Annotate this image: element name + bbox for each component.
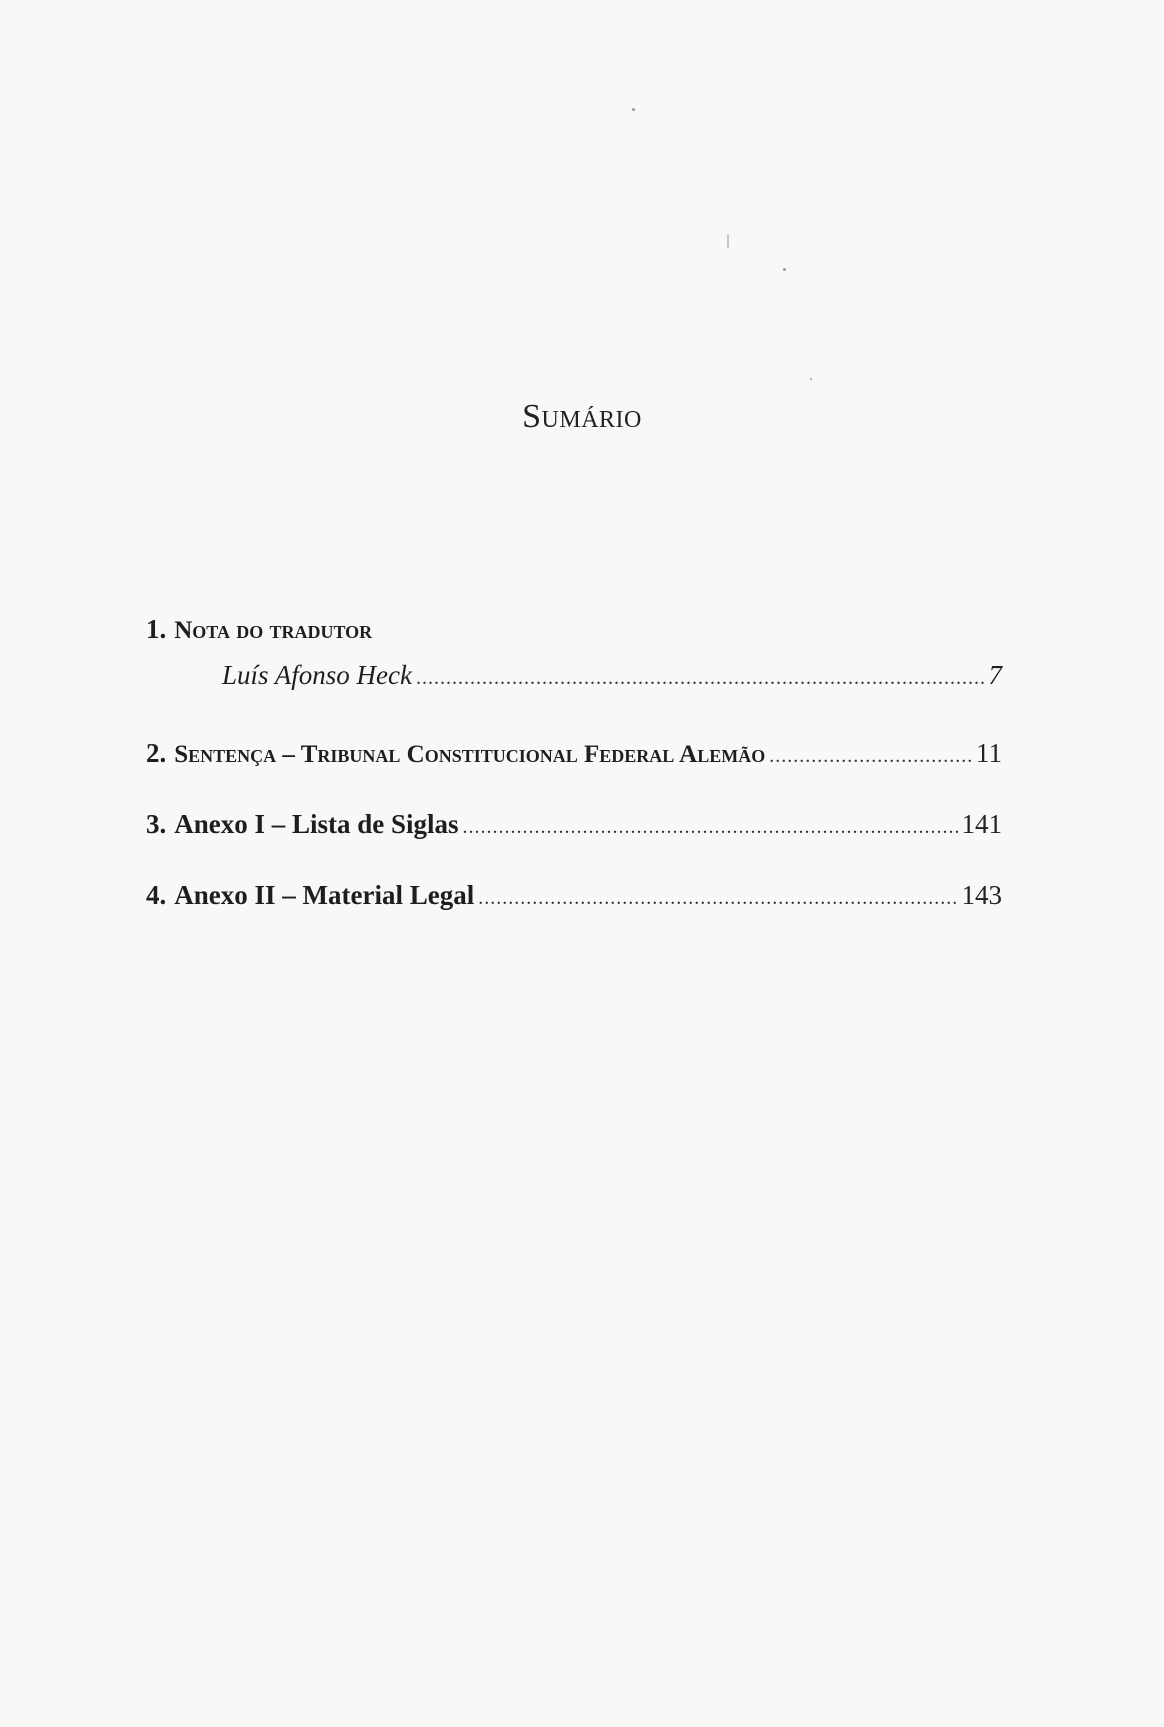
toc-entry-heading-row xyxy=(146,612,1002,648)
toc-entry-page: 143 xyxy=(961,880,1002,910)
paper-speck xyxy=(783,268,786,271)
toc-entry xyxy=(146,807,1002,844)
toc-entry-heading: Nota do tradutor xyxy=(174,617,373,644)
toc-entry xyxy=(146,878,1002,915)
toc-entry-row xyxy=(146,878,1002,915)
dot-leader xyxy=(478,881,957,915)
toc-entry-number: 1. xyxy=(146,614,167,644)
toc-entry-heading: Anexo I – Lista de Siglas xyxy=(174,809,459,839)
toc-entry-number: 2. xyxy=(146,738,167,768)
toc-entry-page: 7 xyxy=(988,660,1002,690)
toc-entry xyxy=(146,736,1002,773)
toc-entry-row xyxy=(146,736,1002,773)
dot-leader xyxy=(463,810,958,844)
toc-entry xyxy=(146,612,1002,692)
paper-speck xyxy=(810,378,812,380)
table-of-contents xyxy=(146,612,1002,915)
toc-entry-row xyxy=(146,807,1002,844)
paper-speck xyxy=(632,108,635,111)
toc-entry-heading: Sentença – Tribunal Constitucional Federal Alemão xyxy=(174,741,766,768)
dot-leader xyxy=(416,661,985,695)
toc-entry-number: 3. xyxy=(146,809,167,839)
page-title: Sumário xyxy=(522,398,642,435)
toc-entry-heading: Anexo II – Material Legal xyxy=(174,880,475,910)
toc-entry-author-row xyxy=(146,658,1002,695)
toc-entry-page: 11 xyxy=(976,738,1002,768)
toc-entry-number: 4. xyxy=(146,880,167,910)
toc-entry-page: 141 xyxy=(961,809,1002,839)
paper-speck xyxy=(727,234,729,248)
dot-leader xyxy=(769,739,972,773)
toc-entry-author: Luís Afonso Heck xyxy=(222,660,412,690)
